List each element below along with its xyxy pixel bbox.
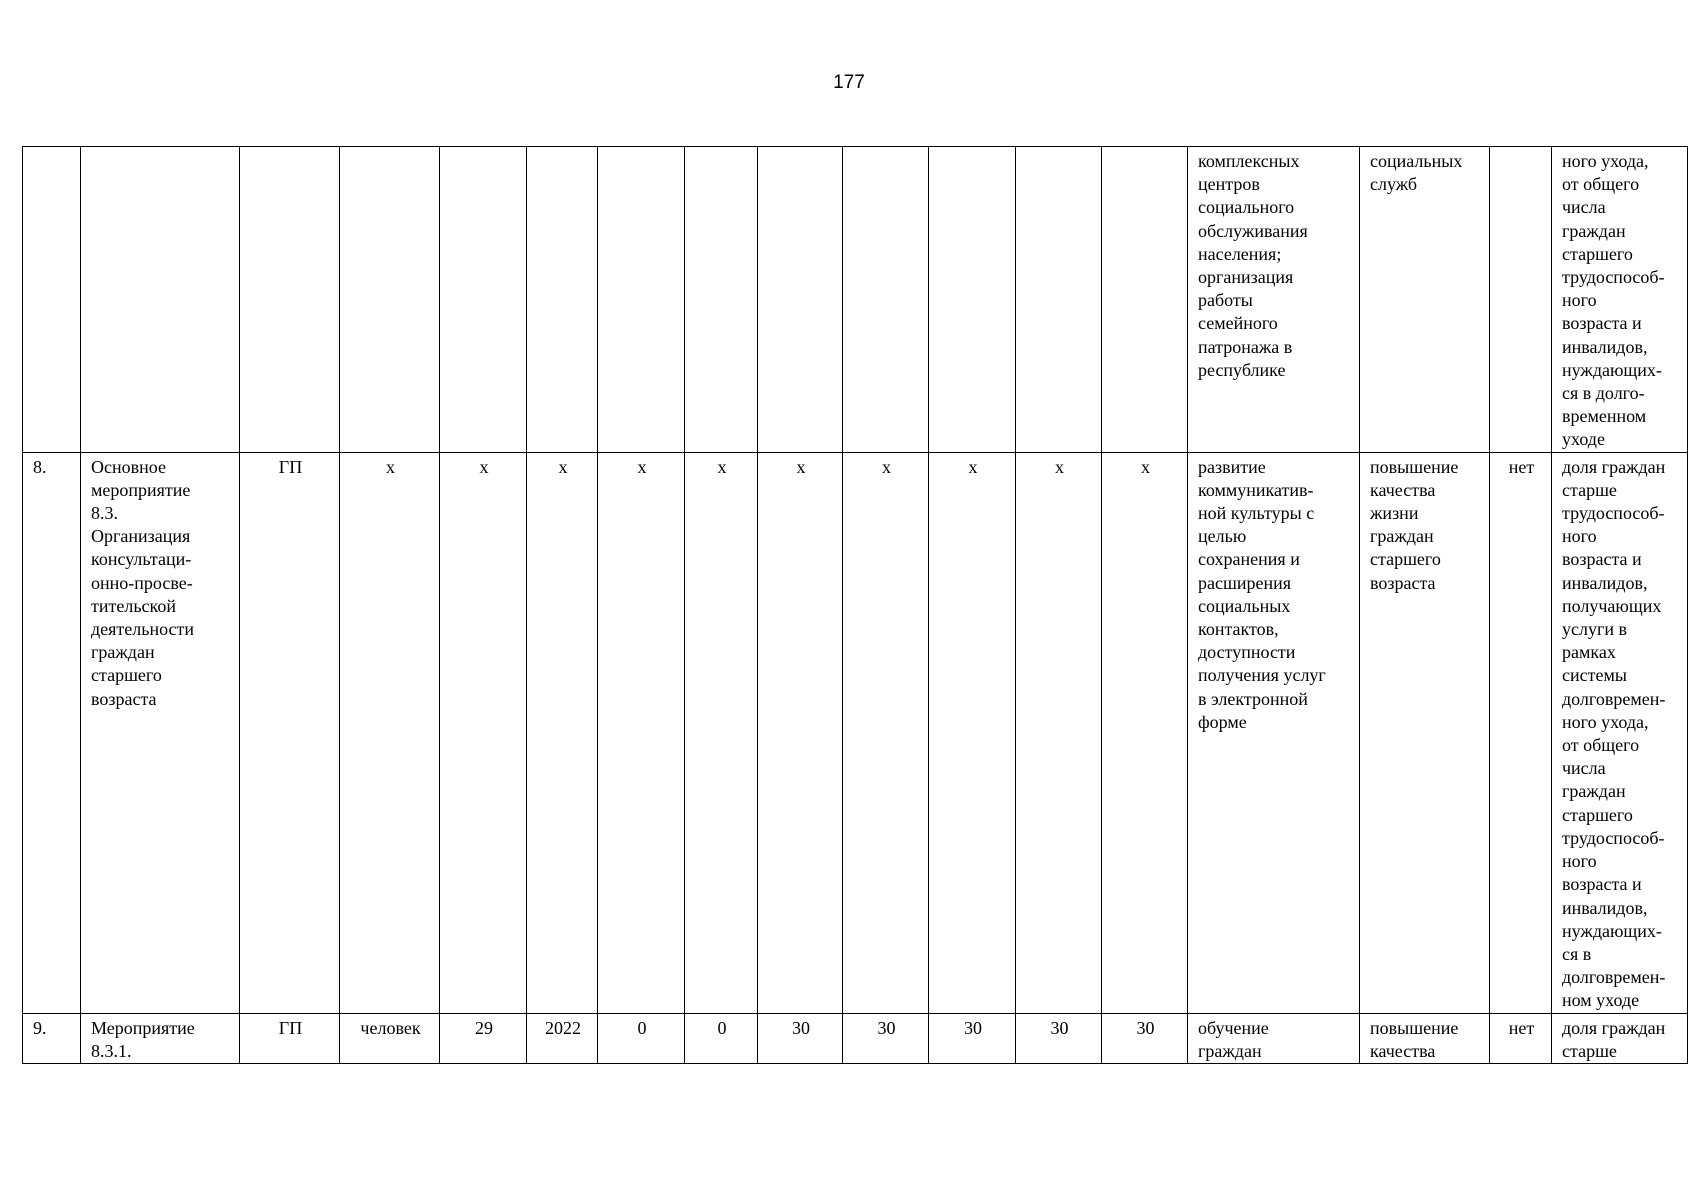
cell-line: 8.3. — [91, 503, 118, 524]
cell-year-2: 0 — [685, 1013, 758, 1063]
cell-year-4: x — [843, 452, 929, 1013]
cell-flag: нет — [1490, 452, 1552, 1013]
cell-base-value: 29 — [440, 1013, 527, 1063]
cell-line: обслуживания — [1198, 220, 1308, 241]
cell-year-5 — [929, 147, 1016, 453]
cell-line: патронажа в — [1198, 336, 1293, 357]
cell-number — [23, 147, 81, 453]
cell-line: социального — [1198, 197, 1295, 218]
cell-number: 9. — [23, 1013, 81, 1063]
cell-indicator — [1552, 147, 1688, 453]
cell-year-4: 30 — [843, 1013, 929, 1063]
cell-line: граждан — [91, 642, 155, 663]
cell-unit — [340, 147, 440, 453]
cell-line: получающих — [1562, 595, 1662, 616]
cell-year-7 — [1102, 147, 1188, 453]
cell-line: граждан — [1562, 220, 1626, 241]
cell-line: Основное — [91, 456, 166, 477]
cell-name — [81, 147, 240, 453]
cell-base-value — [440, 147, 527, 453]
cell-line: развитие — [1198, 456, 1266, 477]
cell-line: трудоспособ- — [1562, 503, 1665, 524]
cell-indicator — [1552, 1013, 1688, 1063]
cell-line: жизни — [1370, 503, 1419, 524]
cell-year-3 — [758, 147, 843, 453]
cell-name — [81, 1013, 240, 1063]
cell-line: коммуникатив- — [1198, 479, 1314, 500]
table-row — [23, 147, 1688, 453]
cell-line: доля граждан — [1562, 456, 1666, 477]
cell-line: числа — [1562, 197, 1606, 218]
cell-base-year — [527, 147, 598, 453]
cell-line: ной культуры с — [1198, 503, 1315, 524]
cell-line: старшего — [1562, 243, 1633, 264]
cell-line: трудоспособ- — [1562, 827, 1665, 848]
cell-description — [1188, 452, 1360, 1013]
cell-line: 8.3.1. — [91, 1040, 132, 1061]
cell-line: деятельности — [91, 619, 195, 640]
cell-unit: x — [340, 452, 440, 1013]
cell-line: республике — [1198, 359, 1286, 380]
table-row — [23, 1013, 1688, 1063]
measures-table — [22, 146, 1688, 1064]
cell-year-6: 30 — [1016, 1013, 1102, 1063]
cell-indicator — [1552, 452, 1688, 1013]
cell-line: тительской — [91, 595, 176, 616]
cell-line: комплексных — [1198, 151, 1300, 171]
cell-line: граждан — [1562, 781, 1626, 802]
cell-line: граждан — [1198, 1040, 1262, 1061]
cell-line: ся в долго- — [1562, 383, 1645, 404]
cell-executor: ГП — [240, 1013, 340, 1063]
cell-line: ного ухода, — [1562, 151, 1649, 171]
cell-description — [1188, 1013, 1360, 1063]
cell-line: работы — [1198, 290, 1253, 311]
cell-year-2: x — [685, 452, 758, 1013]
cell-base-year: 2022 — [527, 1013, 598, 1063]
page-number: 177 — [833, 72, 865, 93]
cell-line: повышение — [1370, 456, 1459, 477]
cell-line: долговремен- — [1562, 688, 1666, 709]
cell-line: старше — [1562, 479, 1617, 500]
cell-year-6: x — [1016, 452, 1102, 1013]
cell-line: семейного — [1198, 313, 1278, 334]
cell-year-2 — [685, 147, 758, 453]
cell-line: ном уходе — [1562, 990, 1640, 1011]
cell-line: ного — [1562, 290, 1597, 311]
cell-line: населения; — [1198, 243, 1282, 264]
cell-line: социальных — [1370, 151, 1463, 171]
cell-year-5: 30 — [929, 1013, 1016, 1063]
cell-line: услуги в — [1562, 619, 1627, 640]
cell-line: системы — [1562, 665, 1627, 686]
cell-number: 8. — [23, 452, 81, 1013]
cell-line: граждан — [1370, 526, 1434, 547]
cell-line: долговремен- — [1562, 967, 1666, 988]
cell-description — [1188, 147, 1360, 453]
cell-line: Организация — [91, 526, 191, 547]
cell-outcome — [1360, 1013, 1490, 1063]
cell-line: старшего — [1370, 549, 1441, 570]
cell-line: ного ухода, — [1562, 711, 1649, 732]
cell-line: ся в — [1562, 943, 1592, 964]
cell-line: онно-просве- — [91, 572, 193, 593]
table-row — [23, 452, 1688, 1013]
cell-line: нуждающих- — [1562, 359, 1662, 380]
cell-line: форме — [1198, 711, 1247, 732]
cell-line: получения услуг — [1198, 665, 1326, 686]
cell-line: старшего — [1562, 804, 1633, 825]
cell-line: центров — [1198, 174, 1260, 195]
cell-line: старшего — [91, 665, 162, 686]
cell-line: социальных — [1198, 595, 1291, 616]
cell-year-1: 0 — [598, 1013, 685, 1063]
cell-line: доступности — [1198, 642, 1296, 663]
cell-line: возраста и — [1562, 874, 1642, 895]
cell-executor — [240, 147, 340, 453]
cell-line: возраста — [91, 688, 157, 709]
cell-line: возраста и — [1562, 313, 1642, 334]
cell-line: доля граждан — [1562, 1017, 1666, 1038]
cell-line: ного — [1562, 526, 1597, 547]
cell-line: старше — [1562, 1040, 1617, 1061]
cell-line: инвалидов, — [1562, 336, 1648, 357]
cell-line: организация — [1198, 267, 1294, 288]
cell-line: числа — [1562, 758, 1606, 779]
cell-line: контактов, — [1198, 619, 1279, 640]
cell-line: качества — [1370, 1040, 1436, 1061]
cell-line: возраста — [1370, 572, 1436, 593]
cell-line: трудоспособ- — [1562, 267, 1665, 288]
cell-line: качества — [1370, 479, 1436, 500]
cell-line: Мероприятие — [91, 1017, 195, 1038]
cell-line: целью — [1198, 526, 1247, 547]
cell-unit: человек — [340, 1013, 440, 1063]
cell-line: служб — [1370, 174, 1418, 195]
cell-line: повышение — [1370, 1017, 1459, 1038]
cell-line: обучение — [1198, 1017, 1269, 1038]
cell-base-value: x — [440, 452, 527, 1013]
cell-line: рамках — [1562, 642, 1616, 663]
cell-year-1: x — [598, 452, 685, 1013]
cell-outcome — [1360, 452, 1490, 1013]
cell-executor: ГП — [240, 452, 340, 1013]
cell-line: консультаци- — [91, 549, 192, 570]
cell-line: в электронной — [1198, 688, 1308, 709]
cell-flag — [1490, 147, 1552, 453]
cell-line: возраста и — [1562, 549, 1642, 570]
cell-line: ного — [1562, 851, 1597, 872]
cell-outcome — [1360, 147, 1490, 453]
cell-name — [81, 452, 240, 1013]
cell-year-3: 30 — [758, 1013, 843, 1063]
cell-base-year: x — [527, 452, 598, 1013]
cell-line: мероприятие — [91, 479, 191, 500]
cell-year-6 — [1016, 147, 1102, 453]
cell-year-1 — [598, 147, 685, 453]
cell-line: нуждающих- — [1562, 920, 1662, 941]
cell-year-7: 30 — [1102, 1013, 1188, 1063]
cell-year-3: x — [758, 452, 843, 1013]
cell-line: инвалидов, — [1562, 572, 1648, 593]
cell-line: временном — [1562, 406, 1647, 427]
cell-line: от общего — [1562, 735, 1640, 756]
cell-year-5: x — [929, 452, 1016, 1013]
cell-year-4 — [843, 147, 929, 453]
cell-line: уходе — [1562, 429, 1605, 450]
cell-line: сохранения и — [1198, 549, 1300, 570]
cell-line: инвалидов, — [1562, 897, 1648, 918]
cell-flag: нет — [1490, 1013, 1552, 1063]
cell-year-7: x — [1102, 452, 1188, 1013]
cell-line: расширения — [1198, 572, 1292, 593]
cell-line: от общего — [1562, 174, 1640, 195]
